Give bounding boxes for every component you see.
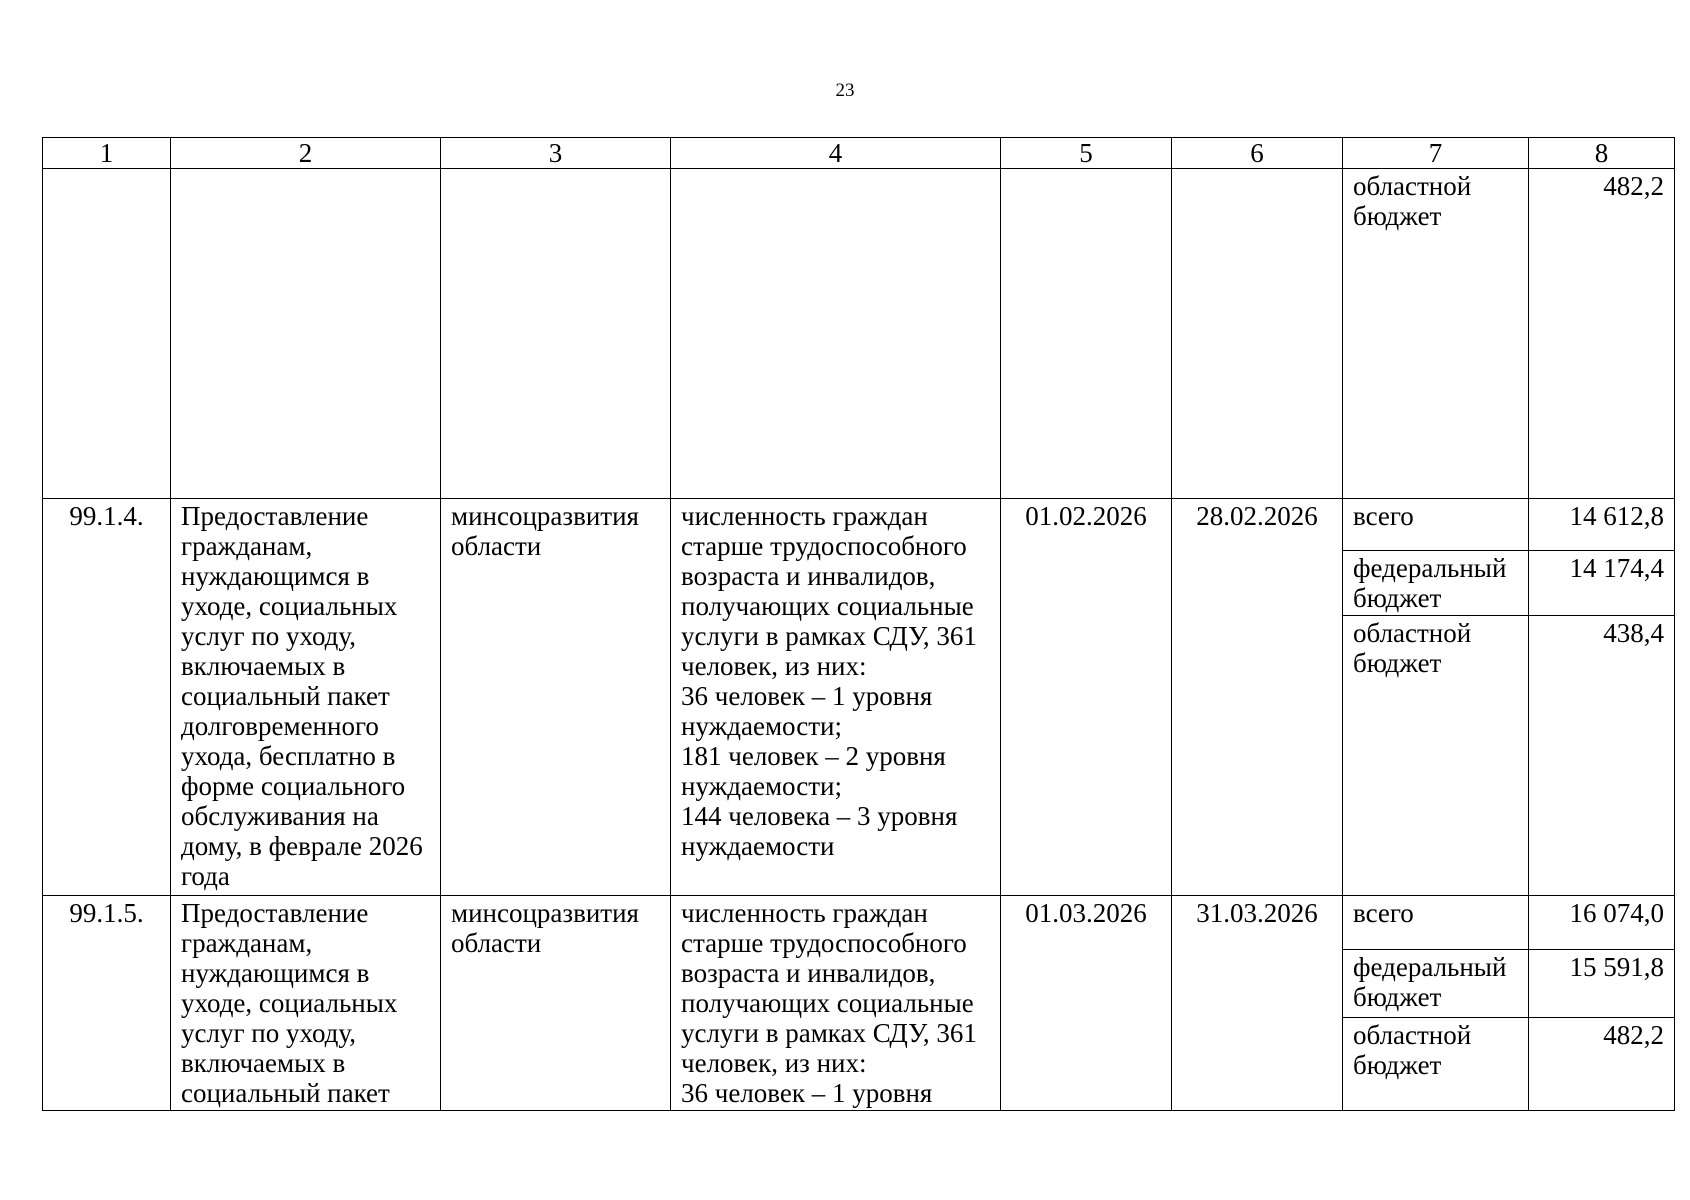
funding-amount: 482,2 bbox=[1529, 169, 1675, 499]
header-row bbox=[43, 138, 1675, 169]
header-col-2: 2 bbox=[171, 138, 441, 169]
end-date: 28.02.2026 bbox=[1172, 499, 1343, 896]
cell-empty bbox=[671, 169, 1001, 499]
table-row bbox=[43, 169, 1675, 499]
table-row bbox=[43, 896, 1675, 950]
row-number: 99.1.5. bbox=[43, 896, 171, 1111]
end-date: 31.03.2026 bbox=[1172, 896, 1343, 1111]
funding-amount: 14 174,4 bbox=[1529, 551, 1675, 616]
measures-table bbox=[42, 137, 1675, 1111]
indicator bbox=[671, 499, 1001, 896]
funding-source: областной бюджет bbox=[1343, 616, 1529, 896]
indicator-text: численность граждан старше трудоспособного возраста и инвалидов, получающих социальные услуги в рамках СДУ, 361 человек, из них: 36 человек – 1 уровня bbox=[681, 898, 977, 1108]
funding-source: всего bbox=[1343, 896, 1529, 950]
funding-amount: 438,4 bbox=[1529, 616, 1675, 896]
header-col-4: 4 bbox=[671, 138, 1001, 169]
funding-source: областной бюджет bbox=[1343, 1017, 1529, 1111]
header-col-1: 1 bbox=[43, 138, 171, 169]
header-col-7: 7 bbox=[1343, 138, 1529, 169]
measure-description: Предоставление гражданам, нуждающимся в уходе, социальных услуг по уходу, включаемых в социальный пакет bbox=[171, 896, 441, 1111]
indicator bbox=[671, 896, 1001, 1111]
funding-source: всего bbox=[1343, 499, 1529, 551]
funding-amount: 15 591,8 bbox=[1529, 950, 1675, 1018]
funding-source: федеральный бюджет bbox=[1343, 551, 1529, 616]
indicator-text: численность граждан старше трудоспособного возраста и инвалидов, получающих социальные услуги в рамках СДУ, 361 человек, из них: 36 человек – 1 уровня нуждаемости; 181 человек – 2 уровня нуждаемости; 144 человека – 3 уровня нуждаемости bbox=[681, 501, 977, 861]
cell-empty bbox=[43, 169, 171, 499]
funding-amount: 482,2 bbox=[1529, 1017, 1675, 1111]
table-row bbox=[43, 499, 1675, 551]
funding-amount: 14 612,8 bbox=[1529, 499, 1675, 551]
cell-empty bbox=[1172, 169, 1343, 499]
start-date: 01.03.2026 bbox=[1001, 896, 1172, 1111]
header-col-8: 8 bbox=[1529, 138, 1675, 169]
header-col-5: 5 bbox=[1001, 138, 1172, 169]
page-number: 23 bbox=[835, 80, 855, 101]
header-col-6: 6 bbox=[1172, 138, 1343, 169]
cell-empty bbox=[171, 169, 441, 499]
cell-empty bbox=[1001, 169, 1172, 499]
start-date: 01.02.2026 bbox=[1001, 499, 1172, 896]
executor: минсоцразвития области bbox=[441, 896, 671, 1111]
row-number: 99.1.4. bbox=[43, 499, 171, 896]
funding-amount: 16 074,0 bbox=[1529, 896, 1675, 950]
header-col-3: 3 bbox=[441, 138, 671, 169]
measure-description: Предоставление гражданам, нуждающимся в уходе, социальных услуг по уходу, включаемых в социальный пакет долговременного ухода, бесплатно в форме социального обслуживания на дому, в феврале 2026 года bbox=[171, 499, 441, 896]
cell-empty bbox=[441, 169, 671, 499]
executor: минсоцразвития области bbox=[441, 499, 671, 896]
funding-source: областной бюджет bbox=[1343, 169, 1529, 499]
funding-source: федеральный бюджет bbox=[1343, 950, 1529, 1018]
